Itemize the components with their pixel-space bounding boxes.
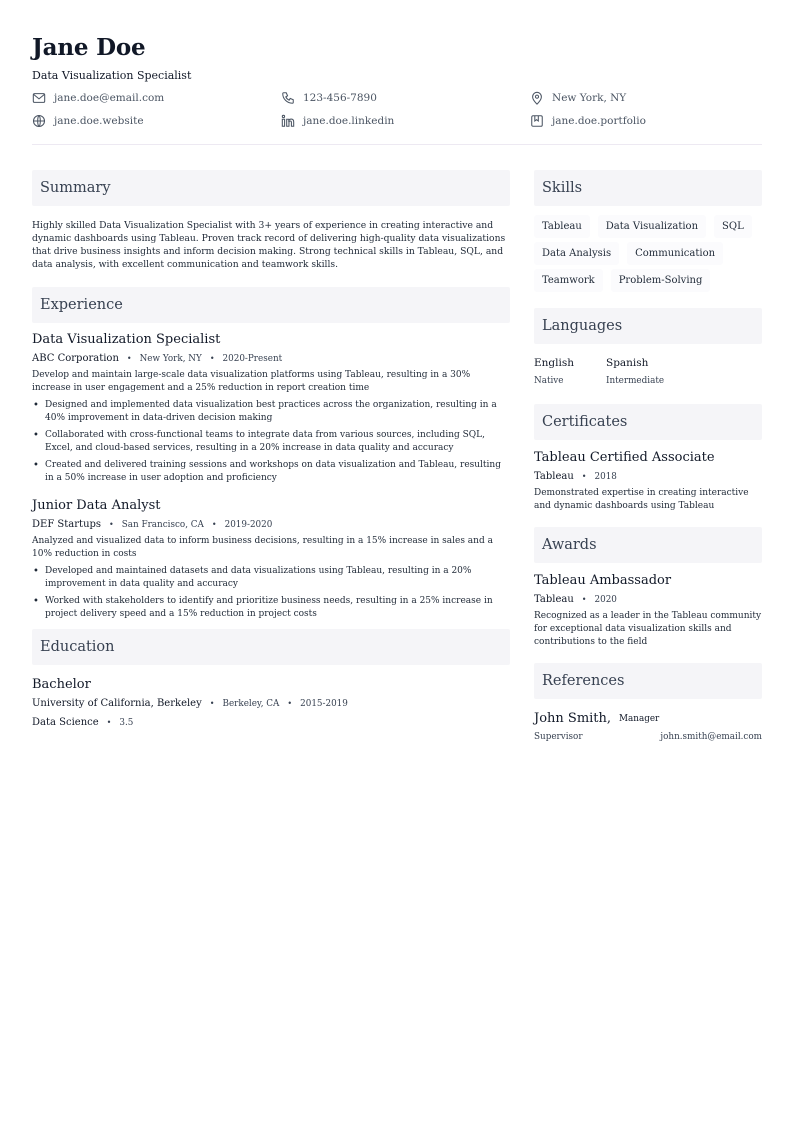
language-name: English [534, 357, 575, 369]
job-bullet: • Created and delivered training sessions and workshops on data visualization and Tableau, resulting in a 50% increase in user adoption and proficiency [32, 459, 510, 485]
certificate-description: Demonstrated expertise in creating interactive and dynamic dashboards using Tableau [534, 488, 749, 511]
reference-name: John Smith, [534, 711, 612, 726]
job-entry [32, 497, 510, 621]
job-description: Analyzed and visualized data to inform business decisions, resulting in a 15% increase in sales and a 10% reduction in costs [32, 536, 493, 559]
award-title: Tableau Ambassador [534, 573, 672, 588]
education-school: University of California, Berkeley [32, 698, 202, 709]
bullet-separator: • [581, 595, 587, 604]
header-divider [32, 144, 762, 145]
skill-chip: Problem-Solving [611, 269, 711, 292]
contact-linkedin-text: jane.doe.linkedin [303, 115, 395, 127]
job-meta [32, 352, 510, 366]
job-bullet: • Designed and implemented data visualization best practices across the organization, resulting in a 40% improvement in data-driven decision making [32, 399, 510, 425]
reference-email[interactable]: john.smith@email.com [660, 732, 762, 742]
job-dates: 2020-Present [222, 354, 283, 364]
award-issuer: Tableau [534, 594, 574, 605]
contact-phone[interactable] [281, 90, 530, 106]
job-company: ABC Corporation [32, 353, 119, 364]
language-item [534, 356, 606, 388]
bullet-separator: • [209, 354, 215, 363]
education-heading: Education [32, 629, 510, 665]
linkedin-icon [281, 114, 295, 128]
education-field: Data Science [32, 717, 99, 728]
certificate-meta [534, 470, 762, 484]
reference-role: Manager [619, 714, 660, 724]
resume-page [32, 32, 762, 742]
right-column [534, 170, 762, 742]
contact-phone-text: 123-456-7890 [303, 92, 377, 104]
job-title: Data Visualization Specialist [32, 332, 221, 347]
bullet-separator: • [211, 520, 217, 529]
contact-portfolio-text: jane.doe.portfolio [552, 115, 646, 127]
job-bullets [32, 565, 510, 621]
skill-chip: Data Visualization [598, 215, 706, 238]
mail-icon [32, 91, 46, 105]
job-dates: 2019-2020 [224, 520, 273, 530]
reference-relation: Supervisor [534, 732, 583, 742]
contact-website[interactable] [32, 113, 281, 129]
languages-list [534, 356, 762, 388]
award-year: 2020 [594, 595, 617, 605]
job-description: Develop and maintain large-scale data visualization platforms using Tableau, resulting in a 30% increase in user engagement and a 25% reduction in report creation time [32, 370, 471, 393]
job-bullet: • Developed and maintained datasets and data visualizations using Tableau, resulting in a 20% improvement in data quality and accuracy [32, 565, 510, 591]
language-name: Spanish [606, 357, 649, 369]
contact-website-text: jane.doe.website [54, 115, 144, 127]
language-level: Native [534, 376, 564, 386]
language-level: Intermediate [606, 376, 665, 386]
education-gpa: 3.5 [119, 718, 134, 728]
certificate-entry [534, 449, 762, 513]
references-heading: References [534, 663, 762, 699]
education-meta-2 [32, 716, 510, 730]
education-dates: 2015-2019 [300, 699, 348, 709]
education-degree: Bachelor [32, 677, 91, 692]
bullet-separator: • [109, 520, 114, 529]
awards-heading: Awards [534, 527, 762, 563]
contact-location-text: New York, NY [552, 92, 627, 104]
education-location: Berkeley, CA [222, 699, 280, 709]
phone-icon [281, 91, 295, 105]
bullet-separator: • [209, 699, 215, 708]
skill-chip: Data Analysis [534, 242, 619, 265]
contact-portfolio[interactable] [530, 113, 762, 129]
location-icon [530, 91, 544, 105]
contact-location [530, 90, 762, 106]
reference-details [534, 732, 762, 742]
award-meta [534, 593, 762, 607]
certificate-title: Tableau Certified Associate [534, 450, 715, 465]
job-location: San Francisco, CA [121, 520, 204, 530]
experience-heading: Experience [32, 287, 510, 323]
job-meta [32, 518, 510, 532]
certificate-issuer: Tableau [534, 471, 574, 482]
reference-entry [534, 710, 762, 728]
summary-heading: Summary [32, 170, 510, 206]
portfolio-icon [530, 114, 544, 128]
contact-list [32, 90, 762, 129]
education-entry [32, 676, 510, 730]
globe-icon [32, 114, 46, 128]
contact-email[interactable] [32, 90, 281, 106]
contact-linkedin[interactable] [281, 113, 530, 129]
skill-chip: Communication [627, 242, 723, 265]
job-bullet: • Collaborated with cross-functional teams to integrate data from various sources, including SQL, Excel, and cloud-based services, resulting in a 20% increase in data quality and accuracy [32, 429, 510, 455]
skill-chip: SQL [714, 215, 752, 238]
job-location: New York, NY [139, 354, 202, 364]
skills-list [534, 215, 762, 296]
job-bullet: • Worked with stakeholders to identify and prioritize business needs, resulting in a 25% increase in project delivery speed and a 15% reduction in project costs [32, 595, 510, 621]
summary-text: Highly skilled Data Visualization Specialist with 3+ years of experience in creating interactive and dynamic dashboards using Tableau. Proven track record of delivering high-quality data visualizations that drive business insights and inform decision making. Strong technical skills in Tableau, SQL, and data analysis, with excellent communication and teamwork skills. [32, 220, 506, 270]
job-entry [32, 331, 510, 485]
job-bullets [32, 399, 510, 485]
bullet-separator: • [287, 699, 293, 708]
award-entry [534, 572, 762, 649]
job-company: DEF Startups [32, 519, 102, 530]
skill-chip: Tableau [534, 215, 590, 238]
skills-heading: Skills [534, 170, 762, 206]
bullet-separator: • [106, 718, 112, 727]
education-meta [32, 697, 510, 711]
certificate-year: 2018 [594, 472, 617, 482]
left-column [32, 170, 510, 730]
language-item [606, 356, 678, 388]
job-title: Junior Data Analyst [32, 498, 161, 513]
candidate-name: Jane Doe [32, 34, 146, 61]
certificates-heading: Certificates [534, 404, 762, 440]
languages-heading: Languages [534, 308, 762, 344]
candidate-title: Data Visualization Specialist [32, 69, 192, 82]
bullet-separator: • [581, 472, 587, 481]
contact-email-text: jane.doe@email.com [54, 92, 165, 104]
bullet-separator: • [126, 354, 132, 363]
skill-chip: Teamwork [534, 269, 603, 292]
award-description: Recognized as a leader in the Tableau community for exceptional data visualization skills and contributions to the field [534, 611, 762, 647]
